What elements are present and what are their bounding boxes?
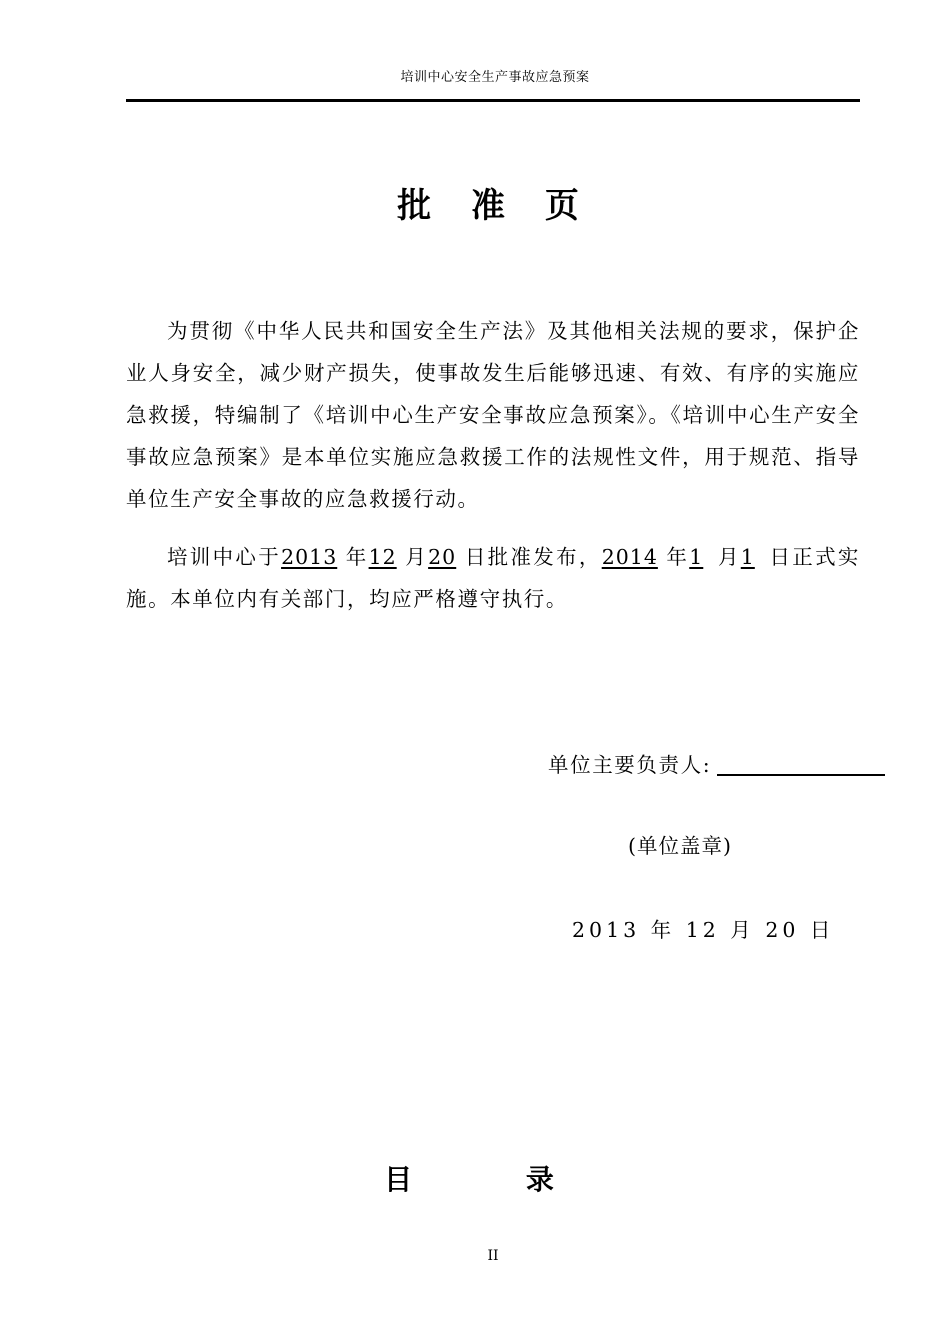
year-char: 年 <box>345 545 369 569</box>
header-divider <box>126 99 860 102</box>
signature-row <box>548 748 885 778</box>
approve-day: 20 <box>428 545 457 569</box>
approve-year: 2013 <box>281 545 338 569</box>
signature-line <box>717 773 885 776</box>
approve-month: 12 <box>368 545 397 569</box>
seal-label: (单位盖章) <box>628 834 732 858</box>
page-number: II <box>487 1248 499 1264</box>
signature-label: 单位主要负责人: <box>548 753 712 777</box>
year-char: 年 <box>665 545 690 569</box>
running-header: 培训中心安全生产事故应急预案 <box>400 70 590 85</box>
date-prefix: 培训中心于 <box>167 545 282 569</box>
approval-date-paragraph <box>126 536 860 620</box>
month-char: 月 <box>717 545 741 569</box>
effective-day: 1 <box>740 545 755 569</box>
date-suffix: 日正式实施。本单位内有关部门，均应严格遵守执行。 <box>126 545 861 611</box>
effective-month: 1 <box>689 545 704 569</box>
month-char: 月 <box>404 545 429 569</box>
effective-year: 2014 <box>601 545 658 569</box>
approval-paragraph: 为贯彻《中华人民共和国安全生产法》及其他相关法规的要求，保护企业人身安全，减少财产损失，使事故发生后能够迅速、有效、有序的实施应急救援，特编制了《培训中心生产安全事故应急预案》。《培训中心生产安全事故应急预案》是本单位实施应急救援工作的法规性文件，用于规范、指导单位生产安全事故的应急救援行动。 <box>126 319 860 511</box>
page-title: 批 准 页 <box>397 186 593 226</box>
date-middle: 日批准发布， <box>464 545 602 569</box>
toc-title: 目 录 <box>384 1163 606 1196</box>
signature-date: 2013 年 12 月 20 日 <box>572 918 835 942</box>
